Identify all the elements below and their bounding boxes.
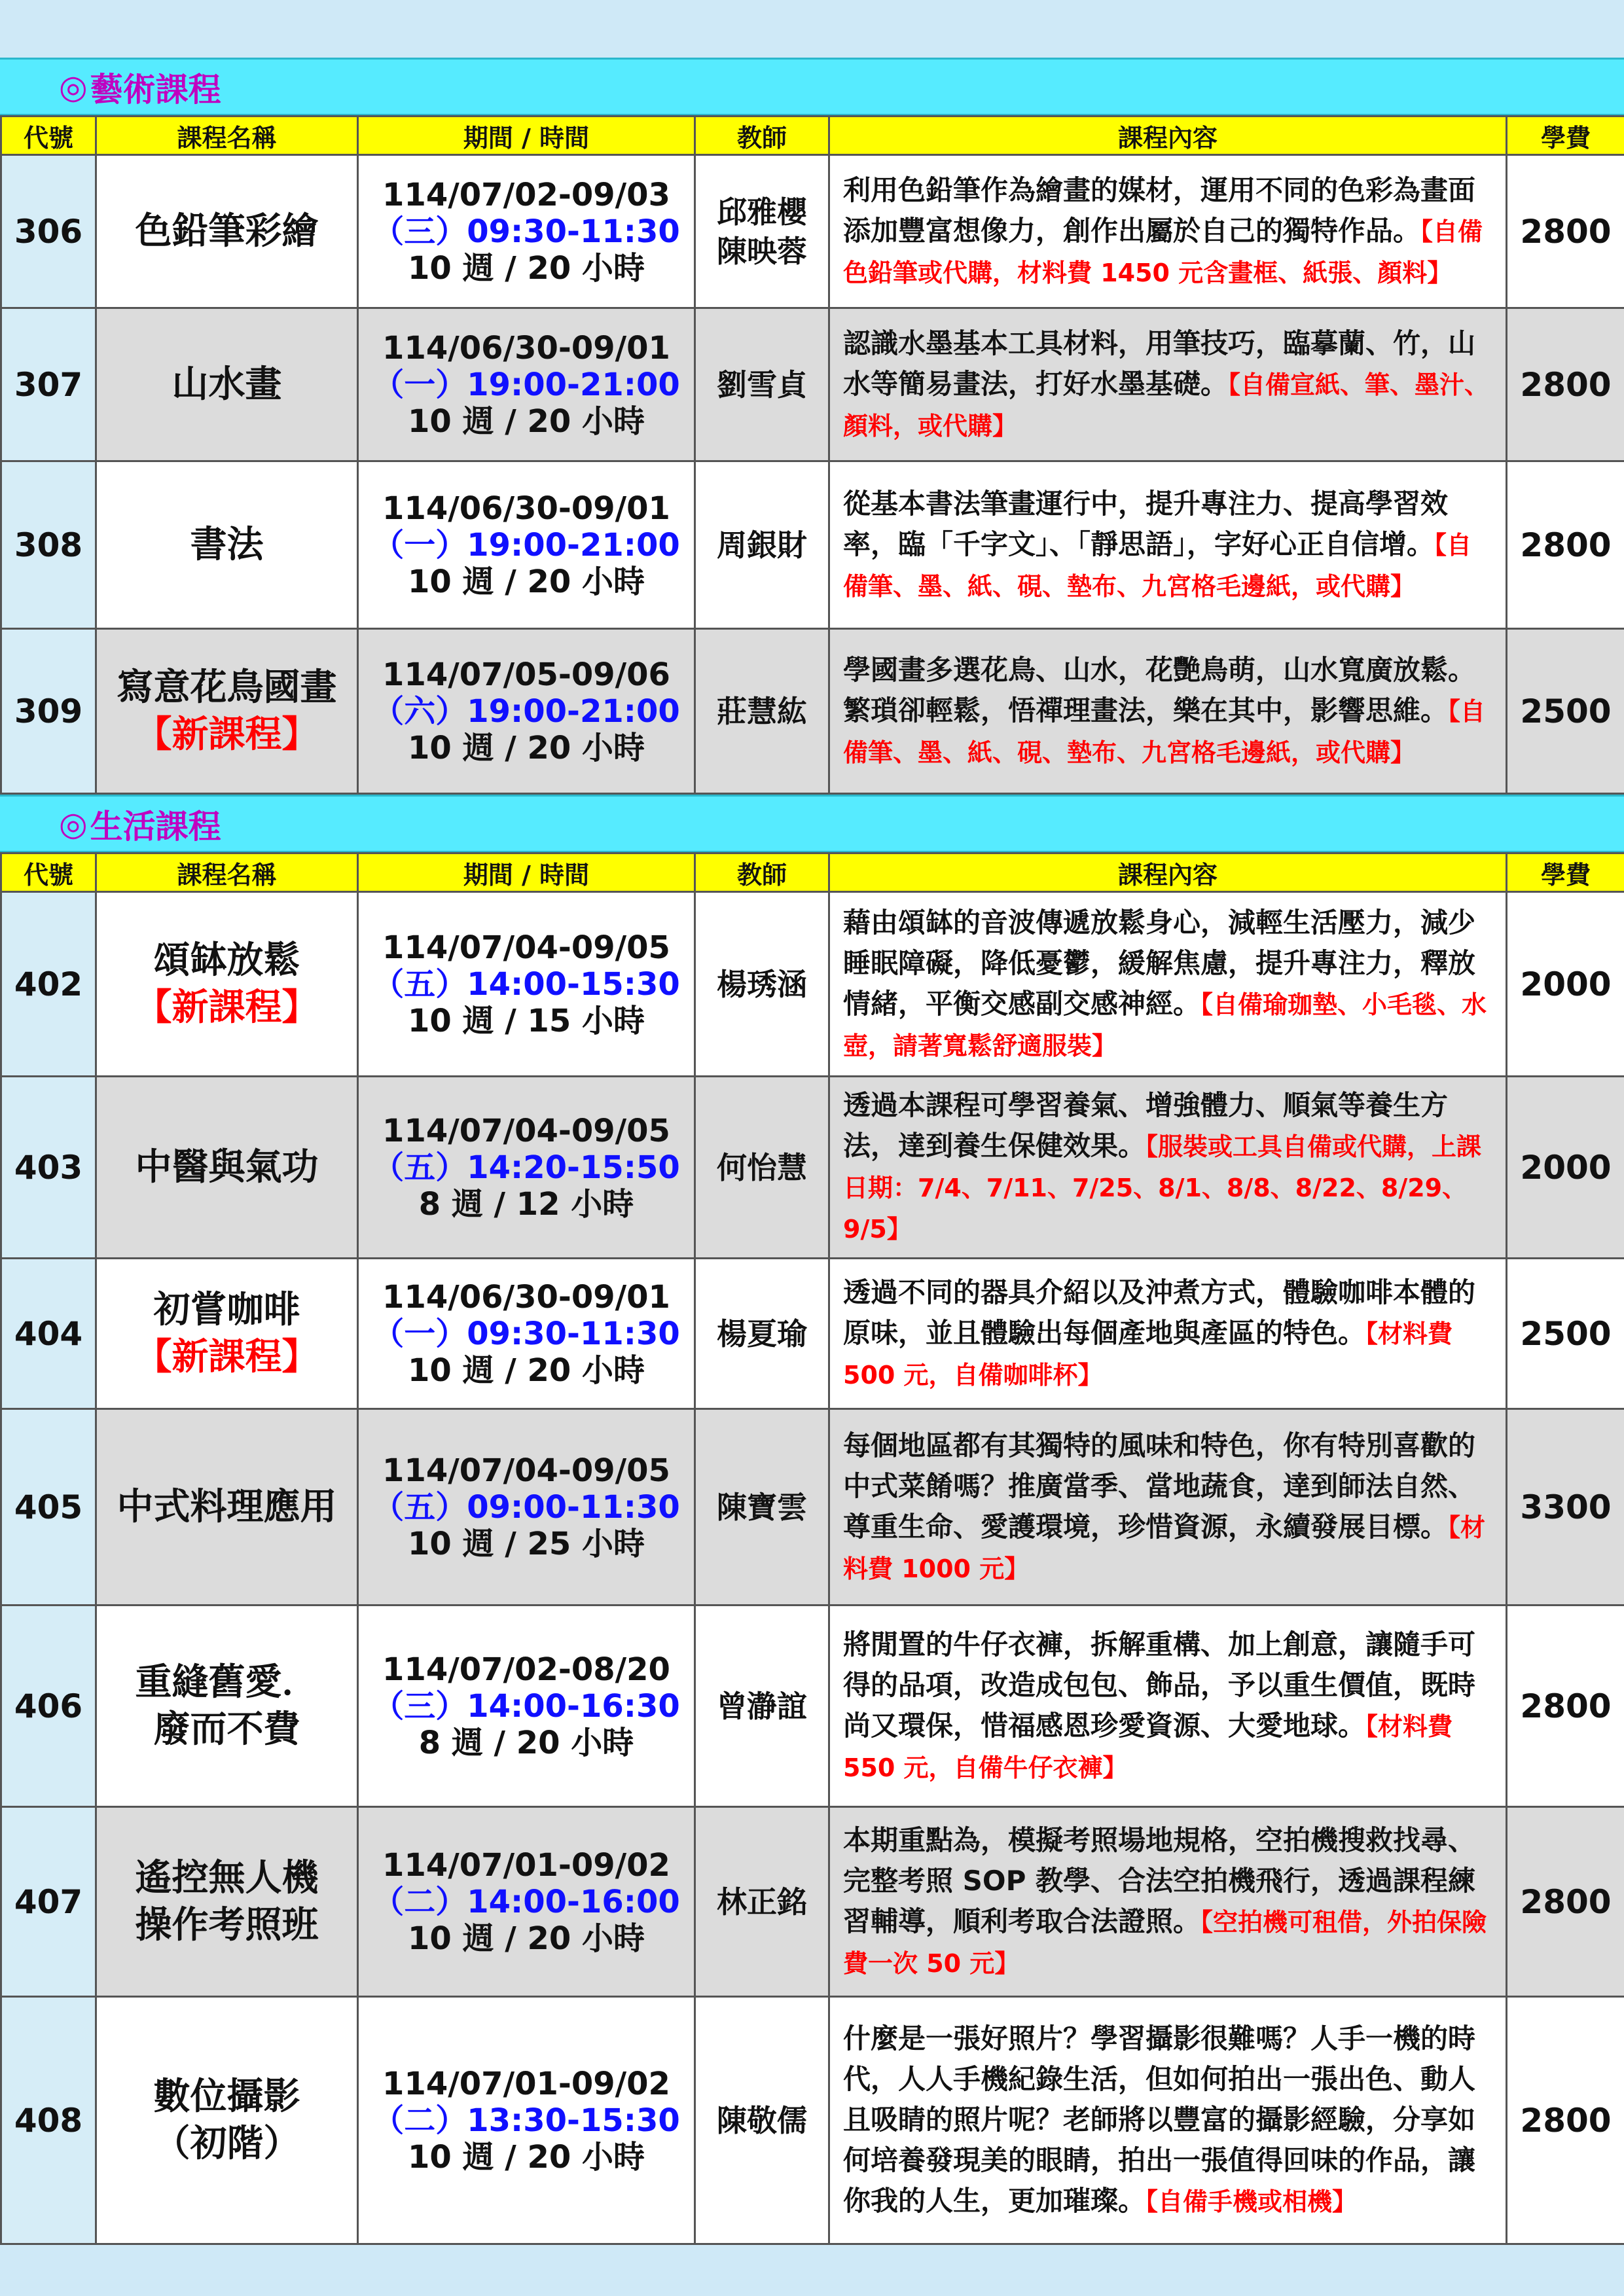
course-time: （五）09:00-11:30 — [372, 1488, 680, 1526]
course-teacher: 何怡慧 — [695, 1077, 829, 1259]
course-name-cell — [96, 155, 358, 308]
course-note: 【自備宣紙、筆、墨汁、顏料，或代購】 — [843, 370, 1490, 440]
course-row — [1, 1605, 1624, 1807]
course-dates: 114/06/30-09/01 — [382, 490, 670, 527]
course-time: （五）14:20-15:50 — [372, 1149, 680, 1186]
course-period-cell — [358, 1409, 695, 1605]
course-code: 306 — [1, 155, 96, 308]
sections-container — [0, 58, 1624, 2245]
course-row — [1, 1077, 1624, 1259]
course-duration: 10 週 / 20 小時 — [408, 563, 645, 600]
course-time: （三）14:00-16:30 — [372, 1687, 680, 1725]
course-time: （一）09:30-11:30 — [372, 1315, 680, 1352]
course-period-cell — [358, 308, 695, 461]
course-dates: 114/07/05-09/06 — [382, 656, 670, 693]
course-note: 【自備色鉛筆或代購，材料費 1450 元含畫框、紙張、顏料】 — [843, 217, 1483, 287]
course-note: 【自備瑜珈墊、小毛毯、水壺，請著寬鬆舒適服裝】 — [843, 990, 1487, 1060]
course-content-cell — [829, 1997, 1507, 2244]
course-name-cell — [96, 1807, 358, 1997]
header-row — [1, 117, 1624, 155]
course-note: 【材料費 550 元，自備牛仔衣褲】 — [843, 1712, 1453, 1782]
course-name: 山水畫 — [171, 363, 282, 406]
course-teacher: 陳寶雲 — [695, 1409, 829, 1605]
course-teacher: 楊琇涵 — [695, 892, 829, 1077]
course-duration: 10 週 / 20 小時 — [408, 1352, 645, 1389]
course-name-cell — [96, 1409, 358, 1605]
course-duration: 8 週 / 20 小時 — [418, 1724, 634, 1761]
course-note: 【自備筆、墨、紙、硯、墊布、九宮格毛邊紙，或代購】 — [843, 530, 1472, 601]
course-teacher: 周銀財 — [695, 461, 829, 629]
course-time: （三）09:30-11:30 — [372, 213, 680, 250]
section-bullet-icon: ◎ — [59, 67, 88, 106]
course-row — [1, 1997, 1624, 2244]
course-duration: 10 週 / 20 小時 — [408, 729, 645, 766]
course-name: 色鉛筆彩繪 — [135, 209, 319, 253]
course-note: 【服裝或工具自備或代購，上課日期：7/4、7/11、7/25、8/1、8/8、8/22、8/29、9/5】 — [843, 1132, 1482, 1244]
course-content-cell — [829, 629, 1507, 794]
course-fee: 2800 — [1507, 1605, 1624, 1807]
section-bullet-icon: ◎ — [59, 804, 88, 843]
column-header-code: 代號 — [1, 117, 96, 155]
course-description: 什麼是一張好照片？學習攝影很難嗎？人手一機的時代，人人手機紀錄生活，但如何拍出一張出色、動人且吸睛的照片呢？老師將以豐富的攝影經驗，分享如何培養發現美的眼睛，拍出一張值得回味的作品，讓你我的人生，更加璀璨。 — [843, 2022, 1476, 2217]
course-code: 406 — [1, 1605, 96, 1807]
column-header-name: 課程名稱 — [96, 117, 358, 155]
course-name: 中式料理應用 — [117, 1485, 337, 1528]
course-name-cell — [96, 1605, 358, 1807]
course-period-cell — [358, 1077, 695, 1259]
course-dates: 114/07/04-09/05 — [382, 1452, 670, 1489]
course-time: （二）13:30-15:30 — [372, 2102, 680, 2139]
course-duration: 10 週 / 20 小時 — [408, 1920, 645, 1957]
course-time: （一）19:00-21:00 — [372, 366, 680, 403]
course-row — [1, 308, 1624, 461]
course-description: 透過本課程可學習養氣、增強體力、順氣等養生方法，達到養生保健效果。 — [843, 1089, 1449, 1162]
course-name: 重縫舊愛． 廢而不費 — [135, 1660, 319, 1751]
course-code: 408 — [1, 1997, 96, 2244]
course-duration: 10 週 / 15 小時 — [408, 1002, 645, 1039]
course-table — [0, 852, 1624, 2245]
course-period-cell — [358, 1807, 695, 1997]
course-row — [1, 155, 1624, 308]
course-fee: 2800 — [1507, 308, 1624, 461]
course-code: 405 — [1, 1409, 96, 1605]
course-name-cell — [96, 1997, 358, 2244]
course-fee: 2800 — [1507, 1807, 1624, 1997]
course-duration: 10 週 / 25 小時 — [408, 1525, 645, 1562]
course-description: 本期重點為，模擬考照場地規格，空拍機搜救找尋、完整考照 SOP 教學、合法空拍機飛行，透過課程練習輔導，順利考取合法證照。 — [843, 1823, 1476, 1937]
course-description: 利用色鉛筆作為繪畫的媒材，運用不同的色彩為畫面添加豐富想像力，創作出屬於自己的獨特作品。 — [843, 173, 1476, 247]
course-description: 將閒置的牛仔衣褲，拆解重構、加上創意，讓隨手可得的品項，改造成包包、飾品，予以重生價值，既時尚又環保，惜福感恩珍愛資源、大愛地球。 — [843, 1628, 1476, 1742]
course-name: 遙控無人機 操作考照班 — [135, 1856, 319, 1946]
course-note: 【自備手機或相機】 — [1146, 2187, 1358, 2216]
course-teacher: 邱雅櫻 陳映蓉 — [695, 155, 829, 308]
course-period-cell — [358, 1605, 695, 1807]
section-header — [0, 58, 1624, 115]
course-code: 404 — [1, 1259, 96, 1409]
course-period-cell — [358, 155, 695, 308]
course-teacher: 莊慧紘 — [695, 629, 829, 794]
course-time: （六）19:00-21:00 — [372, 692, 680, 730]
course-teacher: 楊夏瑜 — [695, 1259, 829, 1409]
course-code: 407 — [1, 1807, 96, 1997]
course-content-cell — [829, 892, 1507, 1077]
course-dates: 114/07/02-09/03 — [382, 176, 670, 213]
course-dates: 114/07/02-08/20 — [382, 1651, 670, 1688]
course-period-cell — [358, 1259, 695, 1409]
course-row — [1, 629, 1624, 794]
course-name-cell — [96, 308, 358, 461]
course-content-cell — [829, 1807, 1507, 1997]
course-code: 309 — [1, 629, 96, 794]
column-header-content: 課程內容 — [829, 117, 1507, 155]
course-note: 【材料費 1000 元】 — [843, 1513, 1486, 1583]
column-header-content: 課程內容 — [829, 853, 1507, 892]
course-content-cell — [829, 1077, 1507, 1259]
course-duration: 8 週 / 12 小時 — [418, 1185, 634, 1223]
new-course-badge: 【新課程】 — [135, 1335, 319, 1378]
course-name-cell — [96, 892, 358, 1077]
course-dates: 114/07/01-09/02 — [382, 2065, 670, 2102]
course-row — [1, 1259, 1624, 1409]
course-name-cell — [96, 461, 358, 629]
course-code: 402 — [1, 892, 96, 1077]
section-header — [0, 795, 1624, 852]
course-note: 【空拍機可租借，外拍保險費一次 50 元】 — [843, 1907, 1487, 1978]
course-content-cell — [829, 1409, 1507, 1605]
course-name: 初嘗咖啡 — [153, 1288, 300, 1331]
course-teacher: 林正銘 — [695, 1807, 829, 1997]
course-teacher: 曾瀞誼 — [695, 1605, 829, 1807]
course-code: 308 — [1, 461, 96, 629]
course-time: （二）14:00-16:00 — [372, 1883, 680, 1920]
course-name: 數位攝影 （初階） — [153, 2075, 300, 2165]
course-fee: 2000 — [1507, 1077, 1624, 1259]
course-name-cell — [96, 1077, 358, 1259]
course-fee: 2800 — [1507, 1997, 1624, 2244]
course-duration: 10 週 / 20 小時 — [408, 2138, 645, 2176]
new-course-badge: 【新課程】 — [135, 713, 319, 756]
course-fee: 2800 — [1507, 461, 1624, 629]
course-dates: 114/07/04-09/05 — [382, 929, 670, 966]
column-header-fee: 學費 — [1507, 853, 1624, 892]
course-name-cell — [96, 1259, 358, 1409]
course-time: （五）14:00-15:30 — [372, 965, 680, 1003]
course-teacher: 陳敬儒 — [695, 1997, 829, 2244]
course-name: 頌缽放鬆 — [153, 939, 300, 982]
course-description: 學國畫多選花鳥、山水，花艷鳥萌，山水寬廣放鬆。繁瑣卻輕鬆，悟禪理畫法，樂在其中，影響思維。 — [843, 653, 1476, 726]
course-description: 每個地區都有其獨特的風味和特色，你有特別喜歡的中式菜餚嗎？推廣當季、當地蔬食，達到師法自然、尊重生命、愛護環境，珍惜資源，永續發展目標。 — [843, 1429, 1476, 1543]
course-note: 【自備筆、墨、紙、硯、墊布、九宮格毛邊紙，或代購】 — [843, 696, 1486, 767]
course-duration: 10 週 / 20 小時 — [408, 403, 645, 440]
column-header-period: 期間 / 時間 — [358, 117, 695, 155]
course-code: 403 — [1, 1077, 96, 1259]
course-period-cell — [358, 629, 695, 794]
section-title: 生活課程 — [90, 807, 221, 846]
course-period-cell — [358, 892, 695, 1077]
column-header-fee: 學費 — [1507, 117, 1624, 155]
course-row — [1, 1807, 1624, 1997]
course-dates: 114/06/30-09/01 — [382, 1278, 670, 1316]
course-fee: 2500 — [1507, 1259, 1624, 1409]
course-page — [0, 58, 1624, 2245]
course-row — [1, 461, 1624, 629]
course-name: 寫意花鳥國畫 — [117, 666, 337, 709]
header-row — [1, 853, 1624, 892]
course-table — [0, 115, 1624, 795]
section-title: 藝術課程 — [90, 70, 221, 109]
course-content-cell — [829, 1259, 1507, 1409]
course-dates: 114/06/30-09/01 — [382, 329, 670, 367]
course-dates: 114/07/04-09/05 — [382, 1112, 670, 1149]
new-course-badge: 【新課程】 — [135, 986, 319, 1029]
course-teacher: 劉雪貞 — [695, 308, 829, 461]
course-note: 【材料費 500 元，自備咖啡杯】 — [843, 1319, 1453, 1390]
course-time: （一）19:00-21:00 — [372, 526, 680, 564]
course-content-cell — [829, 308, 1507, 461]
course-fee: 2000 — [1507, 892, 1624, 1077]
course-duration: 10 週 / 20 小時 — [408, 249, 645, 287]
course-code: 307 — [1, 308, 96, 461]
course-period-cell — [358, 461, 695, 629]
column-header-name: 課程名稱 — [96, 853, 358, 892]
course-row — [1, 892, 1624, 1077]
course-period-cell — [358, 1997, 695, 2244]
course-description: 透過不同的器具介紹以及沖煮方式，體驗咖啡本體的原味，並且體驗出每個產地與產區的特色。 — [843, 1276, 1476, 1349]
course-content-cell — [829, 1605, 1507, 1807]
course-name: 書法 — [190, 523, 264, 566]
column-header-teacher: 教師 — [695, 853, 829, 892]
course-description: 從基本書法筆畫運行中，提升專注力、提高學習效率，臨「千字文」、「靜思語」，字好心正自信增。 — [843, 487, 1449, 560]
course-fee: 2500 — [1507, 629, 1624, 794]
column-header-period: 期間 / 時間 — [358, 853, 695, 892]
column-header-code: 代號 — [1, 853, 96, 892]
course-row — [1, 1409, 1624, 1605]
course-description: 藉由頌缽的音波傳遞放鬆身心，減輕生活壓力，減少睡眠障礙，降低憂鬱，緩解焦慮，提升專注力，釋放情緒，平衡交感副交感神經。 — [843, 906, 1476, 1020]
course-dates: 114/07/01-09/02 — [382, 1846, 670, 1884]
course-content-cell — [829, 155, 1507, 308]
course-fee: 3300 — [1507, 1409, 1624, 1605]
course-fee: 2800 — [1507, 155, 1624, 308]
course-name: 中醫與氣功 — [135, 1145, 319, 1189]
column-header-teacher: 教師 — [695, 117, 829, 155]
course-content-cell — [829, 461, 1507, 629]
course-description: 認識水墨基本工具材料，用筆技巧，臨摹蘭、竹，山水等簡易畫法，打好水墨基礎。 — [843, 327, 1476, 400]
course-name-cell — [96, 629, 358, 794]
